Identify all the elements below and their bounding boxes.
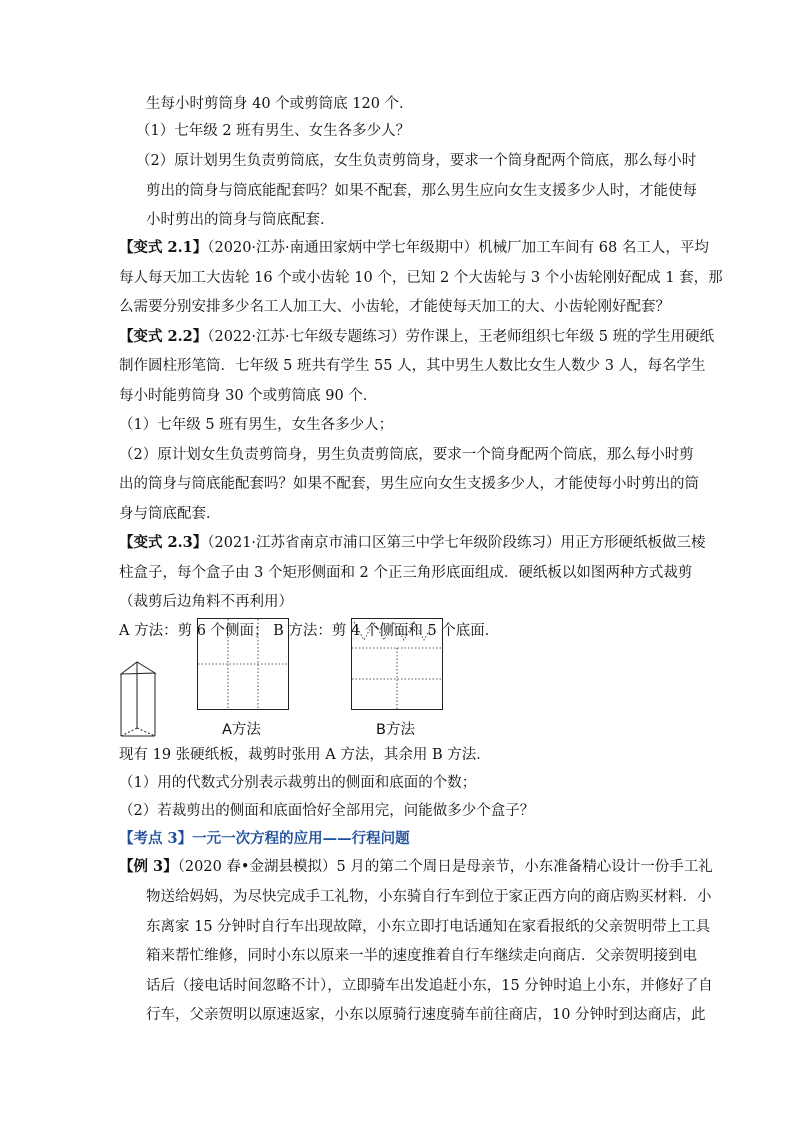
text-line: 小时剪出的筒身与筒底配套． [146,212,335,228]
text-line: 出的筒身与筒底能配套吗？如果不配套，男生应向女生支援多少人，才能使每小时剪出的筒 [119,476,699,492]
method-b-board [351,618,443,710]
section-title: 一元一次方程的应用——行程问题 [192,830,410,847]
text-line: （2）原计划男生负责剪筒底，女生负责剪筒身，要求一个筒身配两个筒底，那么每小时 [136,153,697,169]
example-label: 【例 3】 [119,858,178,875]
text-line: （2）若裁剪出的侧面和底面恰好全部用完，问能做多少个盒子？ [119,803,535,819]
text-line: 箱来帮忙维修，同时小东以原来一半的速度推着自行车继续走向商店．父亲贺明接到电 [146,948,697,964]
text-line: 【变式 2.1】（2020·江苏·南通田家炳中学七年级期中）机械厂加工车间有 68 名工人，平均 [119,239,709,256]
variant-label: 【变式 2.2】 [119,328,208,345]
method-b-label: B方法 [376,722,415,738]
text-line: （裁剪后边角料不再利用） [119,594,293,610]
text-line: 每人每天加工大齿轮 16 个或小齿轮 10 个，已知 2 个大齿轮与 3 个小齿轮刚好配成 1 套，那 [119,270,723,286]
section-label: 【考点 3】 [119,830,193,847]
text-line: （2）原计划女生负责剪筒身，男生负责剪筒底，要求一个筒身配两个筒底，那么每小时剪 [119,447,694,463]
text-line: （1）七年级 5 班有男生，女生各多少人； [119,417,394,433]
text-line: 柱盒子，每个盒子由 3 个矩形侧面和 2 个正三角形底面组成．硬纸板以如图两种方式裁剪 [119,565,693,581]
text-line: 每小时能剪筒身 30 个或剪筒底 90 个． [119,388,378,404]
text-line: 【变式 2.2】（2022·江苏·七年级专题练习）劳作课上，王老师组织七年级 5 班的学生用硬纸 [119,328,715,345]
text-line: 物送给妈妈，为尽快完成手工礼物，小东骑自行车到位于家正西方向的商店购买材料．小 [146,889,712,905]
text-line: 话后（接电话时间忽略不计），立即骑车出发追赶小东，15 分钟时追上小东，并修好了自 [146,978,713,994]
text-line: 么需要分别安排多少名工人加工大、小齿轮，才能使每天加工的大、小齿轮刚好配套？ [119,299,670,315]
text-line: （1）七年级 2 班有男生、女生各多少人？ [136,123,411,139]
variant-label: 【变式 2.1】 [119,239,208,256]
triangular-prism-figure [118,660,158,742]
text-line: 剪出的筒身与筒底能配套吗？如果不配套，那么男生应向女生支援多少人时，才能使每 [146,183,697,199]
text-line: 现有 19 张硬纸板，裁剪时张用 A 方法，其余用 B 方法． [119,747,491,763]
method-a-board [197,618,289,710]
section-heading [119,829,410,849]
text-line: 【例 3】（2020 春•金湖县模拟）5 月的第二个周日是母亲节，小东准备精心设计一份手工礼 [119,858,713,875]
variant-label: 【变式 2.3】 [119,534,208,551]
text-line: A 方法：剪 6 个侧面； B 方法：剪 4 个侧面和 5 个底面． [119,623,500,639]
text-line: 制作圆柱形笔筒．七年级 5 班共有学生 55 人，其中男生人数比女生人数少 3 人，每名学生 [119,358,706,374]
method-a-label: A方法 [222,722,261,738]
text-line: 【变式 2.3】（2021·江苏省南京市浦口区第三中学七年级阶段练习）用正方形硬纸板做三棱 [119,534,706,551]
text-line: 行车，父亲贺明以原速返家，小东以原骑行速度骑车前往商店，10 分钟时到达商店，此 [146,1007,706,1023]
text-line: 东离家 15 分钟时自行车出现故障，小东立即打电话通知在家看报纸的父亲贺明带上工具 [146,919,711,935]
text-line: （1）用的代数式分别表示裁剪出的侧面和底面的个数； [119,775,477,791]
text-line: 身与筒底配套． [119,506,221,522]
text-line: 生每小时剪筒身 40 个或剪筒底 120 个． [146,96,414,112]
